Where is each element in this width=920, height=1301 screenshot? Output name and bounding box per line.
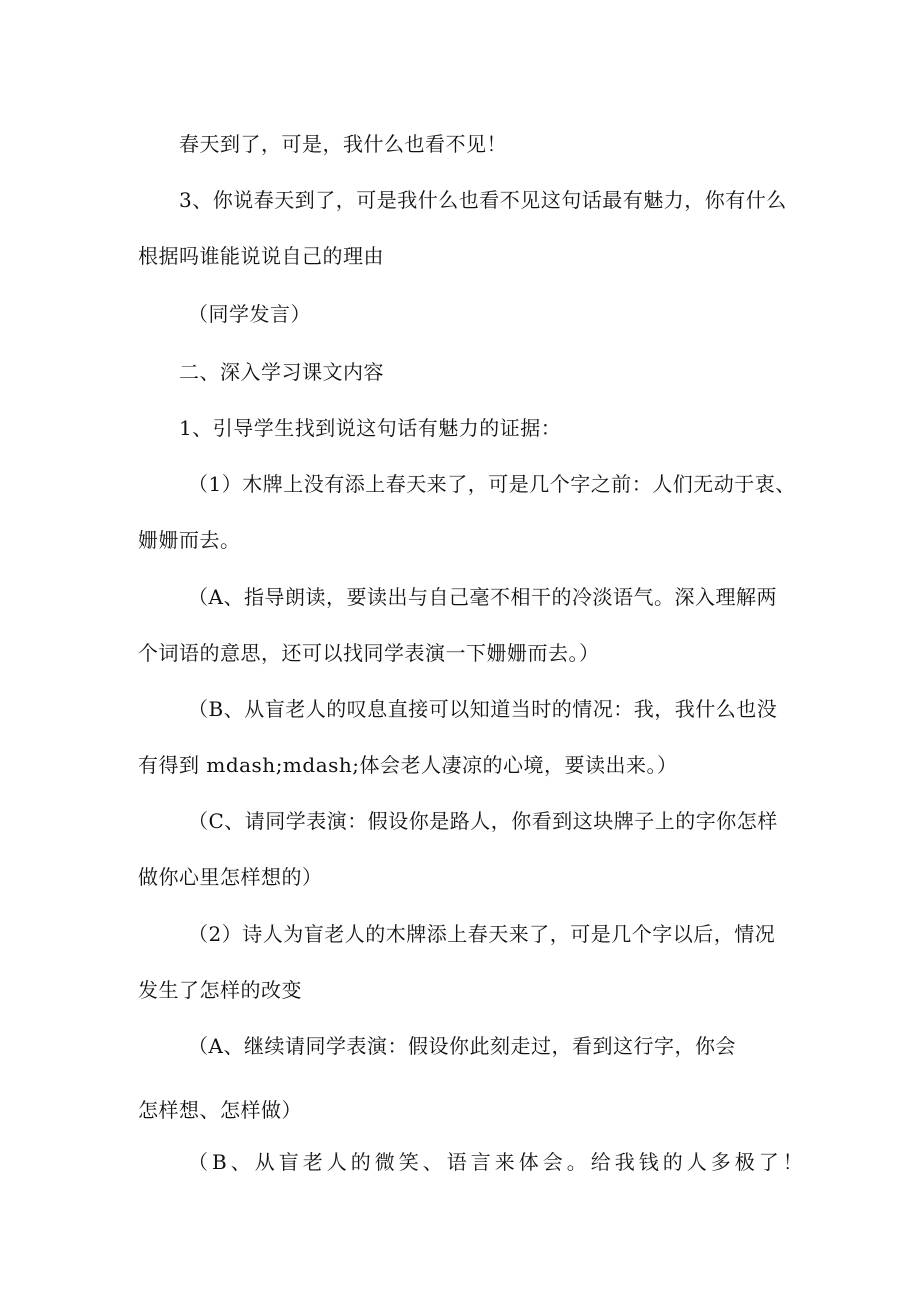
text-line: （A、指导朗读，要读出与自己毫不相干的冷淡语气。深入理解两	[188, 585, 777, 609]
text-line: （C、请同学表演：假设你是路人，你看到这块牌子上的字你怎样	[188, 809, 778, 833]
text-line: 个词语的意思，还可以找同学表演一下姗姗而去。）	[138, 641, 600, 665]
text-line: （B、从盲老人的微笑、语言来体会。给我钱的人多极了！	[188, 1150, 807, 1174]
text-line: 发生了怎样的改变	[138, 978, 302, 1002]
text-line: 1、引导学生找到说这句话有魅力的证据：	[179, 416, 562, 440]
text-line: 姗姗而去。	[138, 528, 241, 552]
text-line: （1）木牌上没有添上春天来了，可是几个字之前：人们无动于衷、	[188, 472, 796, 496]
text-line: （B、从盲老人的叹息直接可以知道当时的情况：我，我什么也没	[188, 697, 778, 721]
text-line: 怎样想、怎样做）	[138, 1098, 302, 1122]
text-line: 做你心里怎样想的）	[138, 865, 323, 889]
section-heading: 二、深入学习课文内容	[179, 360, 384, 384]
text-line: 有得到 mdash;mdash;体会老人凄凉的心境，要读出来。）	[138, 753, 678, 777]
text-line: 春天到了，可是，我什么也看不见！	[179, 132, 507, 156]
text-line: 根据吗谁能说说自己的理由	[138, 244, 384, 268]
text-line: （2）诗人为盲老人的木牌添上春天来了，可是几个字以后，情况	[188, 922, 776, 946]
text-line: （同学发言）	[188, 302, 311, 326]
text-line: （A、继续请同学表演：假设你此刻走过，看到这行字，你会	[188, 1034, 736, 1058]
text-line: 3、你说春天到了，可是我什么也看不见这句话最有魅力，你有什么	[179, 188, 787, 212]
